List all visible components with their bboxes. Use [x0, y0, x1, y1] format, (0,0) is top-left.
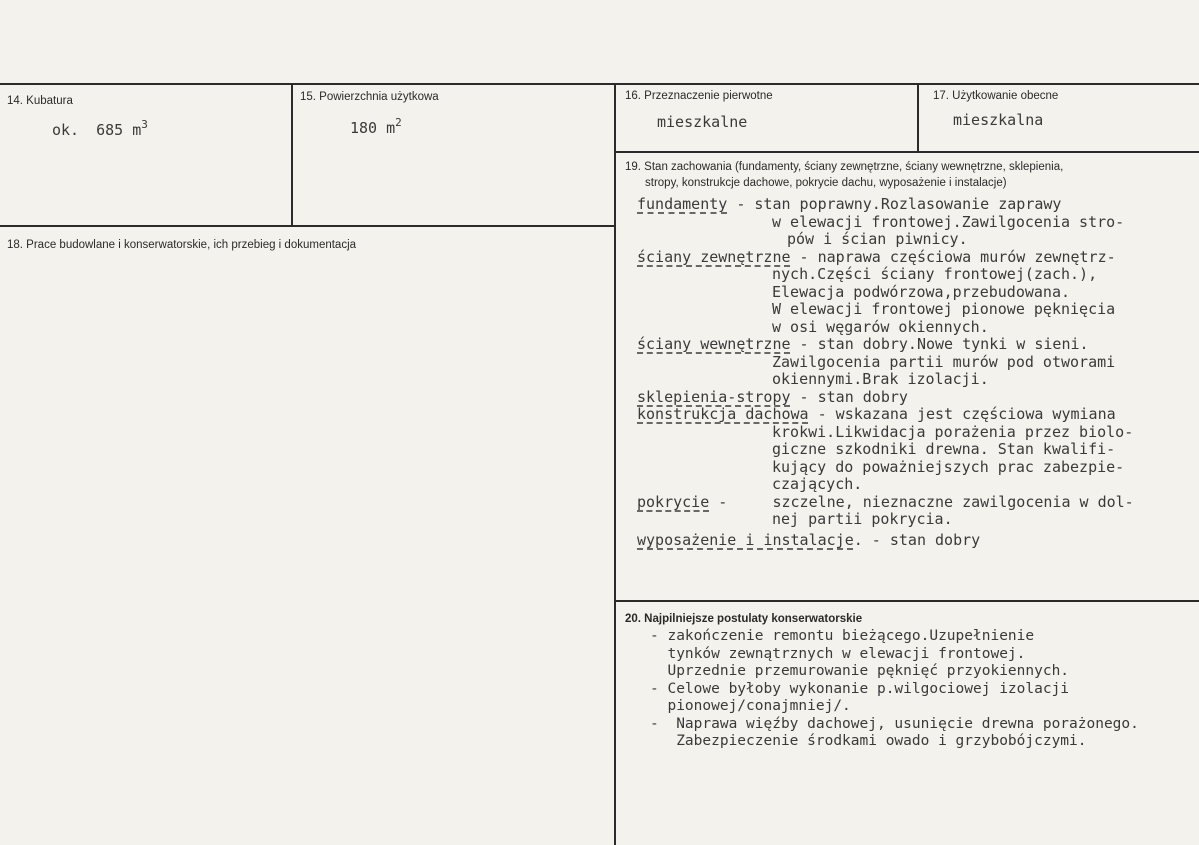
stan-text: pów i ścian piwnicy.	[787, 230, 968, 248]
stan-line	[637, 389, 1134, 407]
stan-text: krokwi.Likwidacja porażenia przez biolo-	[772, 422, 1134, 441]
stan-line	[637, 354, 1134, 372]
stan-text: - stan poprawny.Rozlasowanie zaprawy	[727, 195, 1062, 213]
powierzchnia-label: 15. Powierzchnia użytkowa	[300, 91, 439, 103]
stan-line	[637, 494, 1134, 512]
kubatura-prefix: ok.	[52, 121, 80, 139]
postulat-line: - Naprawa więźby dachowej, usunięcie drewna porażonego.	[650, 715, 1139, 732]
stan-text: czających.	[772, 475, 863, 493]
stan-text: - stan dobry	[790, 387, 908, 406]
stan-line	[637, 319, 1134, 337]
term-pokrycie: pokrycie	[637, 492, 710, 511]
uzytkowanie-label: 17. Użytkowanie obecne	[933, 90, 1059, 102]
stan-text: W elewacji frontowej pionowe pęknięcia	[772, 300, 1116, 318]
stan-text: Zawilgocenia partii murów pod otworami	[772, 352, 1116, 371]
stan-line	[637, 266, 1134, 284]
stan-line	[637, 196, 1134, 214]
term-sciany-zewnetrzne: ściany zewnętrzne	[637, 247, 791, 266]
rule-under-16-17	[615, 151, 1199, 153]
przeznaczenie-value: mieszkalne	[657, 113, 748, 131]
stan-text: okiennymi.Brak izolacji.	[772, 370, 989, 388]
stan-text: giczne szkodniki drewna. Stan kwalifi-	[772, 440, 1116, 458]
powierzchnia-exponent: 2	[395, 116, 402, 129]
stan-line	[637, 476, 1134, 494]
stan-line	[637, 214, 1134, 232]
postulaty-label: 20. Najpilniejsze postulaty konserwatorskie	[625, 613, 863, 625]
rule-above-20	[615, 600, 1199, 602]
stan-text: - stan dobry.Nowe tynki w sieni.	[790, 335, 1089, 353]
term-sciany-wewnetrzne: ściany wewnętrzne	[637, 335, 791, 353]
stan-text: nej partii pokrycia.	[772, 510, 953, 528]
term-fundamenty: fundamenty	[637, 195, 728, 213]
stan-line	[637, 459, 1134, 477]
stan-text: w osi węgarów okiennych.	[772, 317, 989, 336]
powierzchnia-value	[350, 116, 402, 137]
stan-line	[637, 532, 1134, 550]
stan-line	[637, 424, 1134, 442]
prace-label: 18. Prace budowlane i konserwatorskie, ich przebieg i dokumentacja	[7, 239, 357, 251]
stan-line	[637, 336, 1134, 354]
divider-16-17	[917, 83, 919, 152]
stan-text: Elewacja podwórzowa,przebudowana.	[772, 282, 1071, 301]
stan-line	[637, 441, 1134, 459]
stan-text: nych.Części ściany frontowej(zach.),	[772, 265, 1098, 283]
stan-label-line1: 19. Stan zachowania (fundamenty, ściany zewnętrzne, ściany wewnętrzne, sklepienia,	[625, 161, 1064, 173]
stan-text: - szczelne, nieznaczne zawilgocenia w dol-	[709, 492, 1134, 511]
term-sklepienia-stropy: sklepienia-stropy	[637, 387, 791, 406]
stan-text: - naprawa częściowa murów zewnętrz-	[790, 247, 1116, 266]
term-konstrukcja-dachowa: konstrukcja dachowa	[637, 405, 809, 423]
powierzchnia-number: 180 m	[350, 119, 396, 137]
postulat-line: - zakończenie remontu bieżącego.Uzupełnienie	[650, 628, 1035, 644]
stan-text: w elewacji frontowej.Zawilgocenia stro-	[772, 212, 1125, 231]
postulat-line: Uprzednie przemurowanie pęknięć przyokiennych.	[650, 663, 1070, 679]
przeznaczenie-label: 16. Przeznaczenie pierwotne	[625, 90, 773, 102]
stan-text: . - stan dobry	[853, 530, 981, 549]
uzytkowanie-value: mieszkalna	[953, 111, 1044, 129]
postulat-line: Zabezpieczenie środkami owado i grzybobójczymi.	[650, 733, 1087, 749]
kubatura-number: 685 m	[96, 121, 142, 139]
stan-line	[637, 284, 1134, 302]
postulat-line: - Celowe byłoby wykonanie p.wilgociowej izolacji	[650, 680, 1070, 697]
postulaty-body	[650, 628, 1197, 751]
stan-label-line2: stropy, konstrukcje dachowe, pokrycie dachu, wyposażenie i instalacje)	[645, 177, 1007, 189]
stan-line	[637, 249, 1134, 267]
kubatura-label: 14. Kubatura	[7, 95, 73, 107]
divider-14-15	[291, 83, 293, 226]
stan-body	[637, 196, 1134, 549]
stan-text: kujący do poważniejszych prac zabezpie-	[772, 457, 1125, 476]
stan-line	[637, 406, 1134, 424]
rule-under-14-15	[0, 225, 615, 227]
stan-line	[637, 301, 1134, 319]
stan-line	[637, 371, 1134, 389]
postulat-line: pionowej/conajmniej/.	[650, 698, 851, 714]
kubatura-exponent: 3	[141, 118, 148, 131]
stan-text: - wskazana jest częściowa wymiana	[808, 405, 1116, 423]
kubatura-value	[52, 118, 148, 139]
term-wyposazenie: wyposażenie i instalacje	[637, 530, 854, 549]
top-rule	[0, 83, 1199, 85]
divider-main	[614, 83, 616, 845]
postulat-line: tynków zewnątrznych w elewacji frontowej.	[650, 645, 1026, 662]
stan-line	[637, 231, 1134, 249]
stan-line	[637, 511, 1134, 529]
